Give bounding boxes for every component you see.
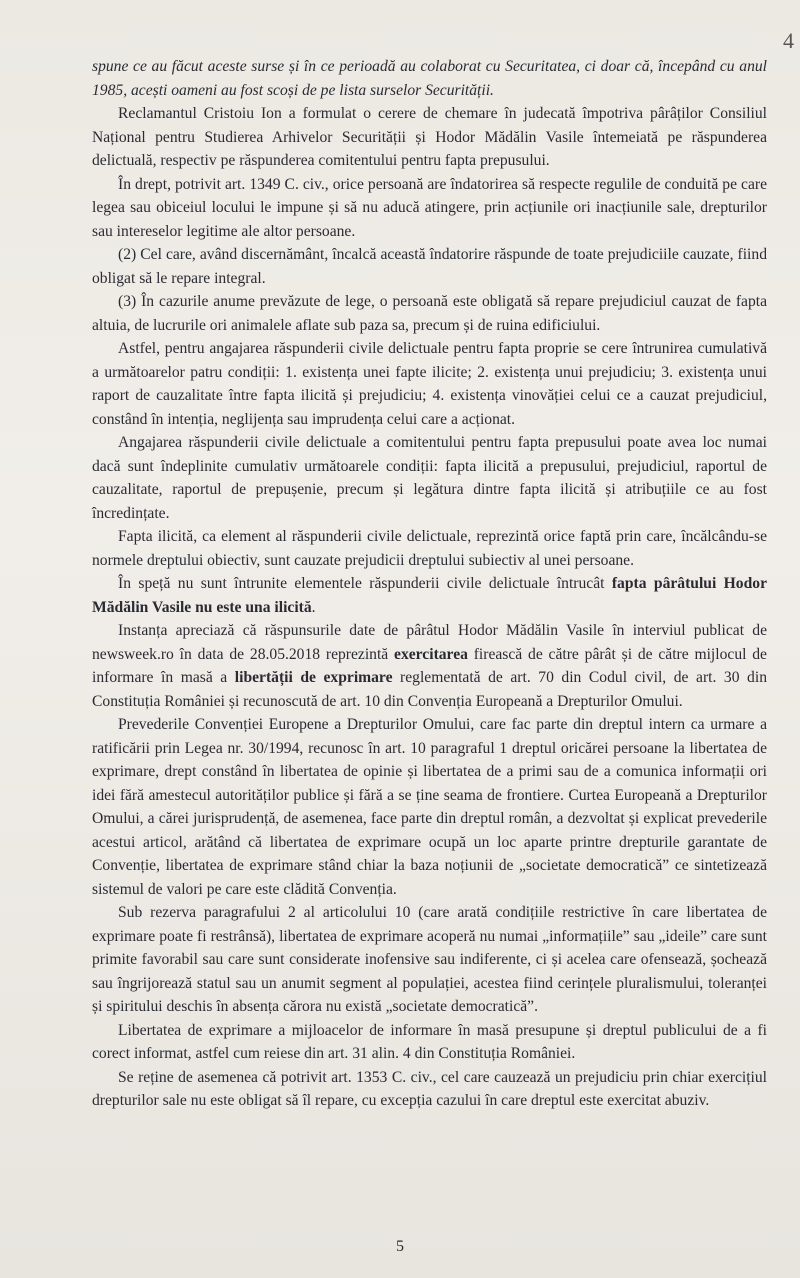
paragraph: Angajarea răspunderii civile delictuale a comitentului pentru fapta prepusului poate avea loc numai dacă sunt îndeplinite cumulativ următoarele condiții: fapta ilicită a prepusului, prejudiciul, raportul de cauzalitate, raportul de prepușenie, precum și legătura dintre fapta ilicită și atribuțiile ce au fost încredințate. [92,434,767,522]
page-number: 5 [396,1238,404,1255]
paragraph: Sub rezerva paragrafului 2 al articolului 10 (care arată condițiile restrictive în care libertatea de exprimare poate fi restrânsă), libertatea de exprimare acoperă nu numai „informațiile” sau „ideile” care sunt primite favorabil sau care sunt considerate inofensive sau indiferente, ci și acelea care ofensează, șochează sau îngrijorează statul sau un anumit segment al populației, acestea fiind cerințele pluralismului, toleranței și spiritului deschis în absența cărora nu există „societate democratică”. [92,904,767,1015]
paragraph-continuation: spune ce au făcut aceste surse și în ce perioadă au colaborat cu Securitatea, ci doar că, începând cu anul 1985, acești oameni au fost scoși de pe lista surselor Securității. [92,58,767,99]
paragraph: Libertatea de exprimare a mijloacelor de informare în masă presupune și dreptul publicului de a fi corect informat, astfel cum reiese din art. 31 alin. 4 din Constituția României. [92,1021,767,1062]
bold-text: libertății de exprimare [234,669,393,686]
paragraph: Se reține de asemenea că potrivit art. 1353 C. civ., cel care cauzează un prejudiciu prin chiar exercițiul drepturilor sale nu este obligat să îl repare, cu excepția cazului în care dreptul este exercitat abuziv. [92,1068,767,1109]
text-run: reglementată de art. 70 din Codul civil, de art. 30 din Constituția României și recunoscută de art. 10 din Convenția Europeană a Drepturilor Omului. [92,669,767,710]
paragraph: Fapta ilicită, ca element al răspunderii civile delictuale, reprezintă orice faptă prin care, încălcându-se normele dreptului obiectiv, sunt cauzate prejudicii dreptului subiectiv al unei persoane. [92,528,767,569]
text-run: Instanța apreciază că răspunsurile date de pârâtul Hodor Mădălin Vasile în interviul publicat de newsweek.ro în data de 28.05.2018 reprezintă [92,622,767,663]
text-run: firească de către pârât și de către mijlocul de informare în masă a [92,645,767,686]
paragraph-assessment [92,619,767,713]
paragraph: Prevederile Convenției Europene a Drepturilor Omului, care fac parte din dreptul intern ca urmare a ratificării prin Legea nr. 30/1994, recunosc în art. 10 paragraful 1 dreptul oricărei persoane la libertatea de exprimare, drept constând în libertatea de opinie și libertatea de a primi sau de a comunica informații ori idei fără amestecul autorităților publice și fără a se ține seama de frontiere. Curtea Europeană a Drepturilor Omului, a cărei jurisprudență, de asemenea, face parte din dreptul român, a dezvoltat și explicat prevederile acestui articol, arătând că libertatea de exprimare ocupă un loc aparte printre drepturile garantate de Convenție, libertatea de exprimare stând chiar la baza noțiunii de „societate democratică” ce sintetizează sistemul de valori pe care este clădită Convenția. [92,716,767,898]
text-run: În speță nu sunt întrunite elementele răspunderii civile delictuale întrucât [118,575,612,592]
paragraph: (3) În cazurile anume prevăzute de lege, o persoană este obligată să repare prejudiciul cauzat de fapta altuia, de lucrurile ori animalele aflate sub paza sa, precum și de ruina edificiului. [92,293,767,334]
bold-text: exercitarea [394,645,468,663]
paragraph: (2) Cel care, având discernământ, încalcă această îndatorire răspunde de toate prejudiciile cauzate, fiind obligat să le repare integral. [92,246,767,287]
document-body [92,55,767,1113]
paragraph: În drept, potrivit art. 1349 C. civ., orice persoană are îndatorirea să respecte regulile de conduită pe care legea sau obiceiul locului le impune și să nu aducă atingere, prin acțiunile ori inacțiunile sale, drepturilor sau intereselor legitime ale altor persoane. [92,175,767,240]
bold-text: fapta pârâtului Hodor Mădălin Vasile nu este una ilicită [92,575,767,616]
paragraph: Astfel, pentru angajarea răspunderii civile delictuale pentru fapta proprie se cere întrunirea cumulativă a următoarelor patru condiții: 1. existența unei fapte ilicite; 2. existența unui prejudiciu; 3. existența unui raport de cauzalitate între fapta ilicită și prejudiciu; 4. existența vinovăției celui ce a cauzat prejudiciul, constând în intenția, neglijența sau imprudența celui care a acționat. [92,340,767,428]
text-run: . [311,598,316,616]
corner-mark: 4 [783,28,794,53]
paragraph-conclusion [92,572,767,619]
paragraph: Reclamantul Cristoiu Ion a formulat o cerere de chemare în judecată împotriva pârâților Consiliul Național pentru Studierea Arhivelor Securității și Hodor Mădălin Vasile întemeiată pe răspunderea delictuală, respectiv pe răspunderea comitentului pentru fapta prepusului. [92,105,767,169]
